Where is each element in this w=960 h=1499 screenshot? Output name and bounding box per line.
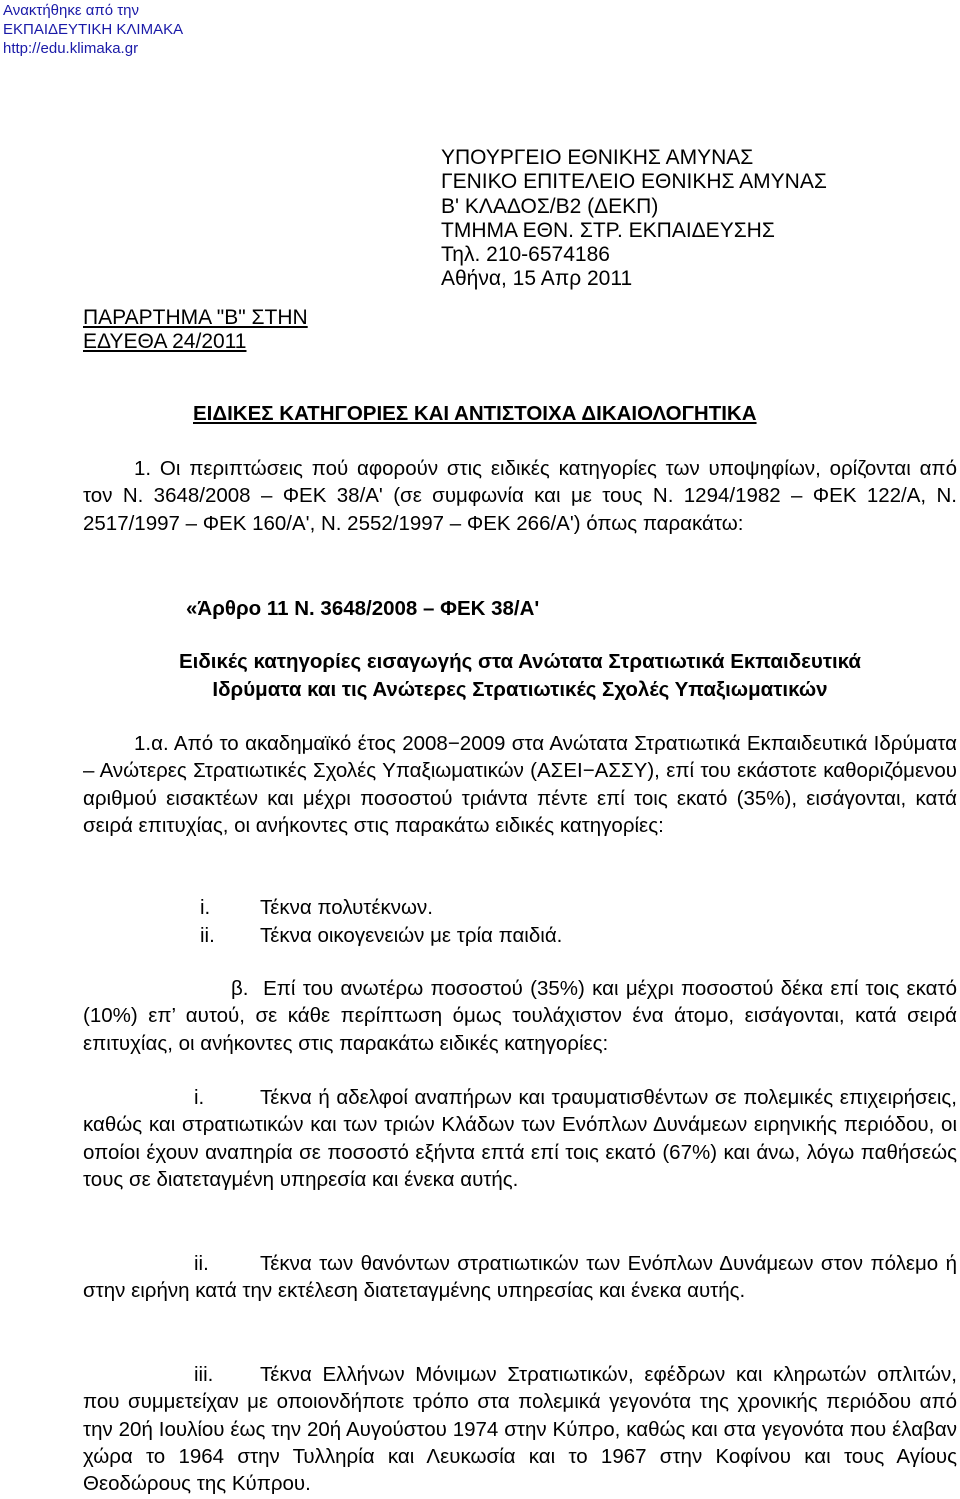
item-1-paragraph: [83, 455, 957, 537]
item-1-text: Οι περιπτώσεις πού αφορούν στις ειδικές κατηγορίες των υποψηφίων, ορίζονται από τον Ν. 3648/2008 – ΦΕΚ 38/Α' (σε συμφωνία και με τους Ν. 1294/1982 – ΦΕΚ 122/Α, Ν. 2517/1997 – ΦΕΚ 160/Α', Ν. 2552/1997 – ΦΕΚ 266/Α') όπως παρακάτω:: [83, 457, 957, 535]
issuer-date: Αθήνα, 15 Απρ 2011: [441, 267, 633, 291]
paragraph-b-label: β.: [231, 977, 249, 1000]
list-item-text: Τέκνα ή αδελφοί αναπήρων και τραυματισθέντων σε πολεμικές επιχειρήσεις, καθώς και στρατιωτικών και των τριών Κλάδων των Ενόπλων Δυνάμεων ειρηνικής περιόδου, οι οποίοι έχουν αναπηρία σε ποσοστό εξήντα επτά επί τοις εκατό (67%) και άνω, λόγω παθήσεώς τους σε διατεταγμένη υπηρεσία και ένεκα αυτής.: [83, 1086, 957, 1191]
article-heading: «Άρθρο 11 Ν. 3648/2008 – ΦΕΚ 38/Α': [186, 597, 540, 620]
list-item-number: i.: [200, 896, 211, 919]
article-subtitle: [83, 648, 957, 704]
source-line-2: ΕΚΠΑΙΔΕΥΤΙΚΗ ΚΛΙΜΑΚΑ: [3, 21, 184, 38]
source-note: [3, 1, 183, 58]
list-item-number: iii.: [194, 1363, 214, 1386]
paragraph-b: [83, 975, 957, 1057]
list-item-text: Τέκνα των θανόντων στρατιωτικών των Ενόπλων Δυνάμεων στον πόλεμο ή στην ειρήνη κατά την εκτέλεση διατεταγμένης υπηρεσίας και ένεκα αυτής.: [83, 1252, 957, 1303]
issuer-phone: Τηλ. 210-6574186: [441, 243, 610, 267]
annex-line-2: ΕΔΥΕΘΑ 24/2011: [83, 330, 247, 353]
list-item: [200, 924, 562, 948]
issuer-line: ΓΕΝΙΚΟ ΕΠΙΤΕΛΕΙΟ ΕΘΝΙΚΗΣ ΑΜΥΝΑΣ: [441, 170, 827, 194]
list-item-number: i.: [194, 1086, 205, 1109]
annex-reference: [83, 306, 308, 354]
annex-line-1: ΠΑΡΑΡΤΗΜΑ "Β" ΣΤΗΝ: [83, 306, 308, 329]
issuer-line: ΤΜΗΜΑ ΕΘΝ. ΣΤΡ. ΕΚΠΑΙΔΕΥΣΗΣ: [441, 218, 775, 242]
issuer-line: ΥΠΟΥΡΓΕΙΟ ΕΘΝΙΚΗΣ ΑΜΥΝΑΣ: [441, 146, 754, 169]
paragraph-1a: [83, 730, 957, 839]
list-item: [200, 896, 433, 920]
article-subtitle-line-1: Ειδικές κατηγορίες εισαγωγής στα Ανώτατα Στρατιωτικά Εκπαιδευτικά: [178, 650, 862, 673]
paragraph-1a-text: Από το ακαδημαϊκό έτος 2008−2009 στα Ανώτατα Στρατιωτικά Εκπαιδευτικά Ιδρύματα – Ανώτερες Στρατιωτικές Σχολές Υπαξιωματικών (ΑΣΕΙ−ΑΣΣΥ), επί του εκάστοτε καθοριζόμενου αριθμού εισακτέων και μέχρι ποσοστού τριάντα πέντε επί τοις εκατό (35%), εισάγονται, κατά σειρά επιτυχίας, οι ανήκοντες στις παρακάτω ειδικές κατηγορίες:: [83, 732, 957, 837]
list-item: [83, 1361, 957, 1497]
list-item-text: Τέκνα οικογενειών με τρία παιδιά.: [260, 924, 563, 947]
list-item: [83, 1084, 957, 1193]
paragraph-b-text: Επί του ανωτέρω ποσοστού (35%) και μέχρι ποσοστού δέκα επί τοις εκατό (10%) επ’ αυτού, σε κάθε περίπτωση όμως τουλάχιστον ένα άτομο, εισάγονται, κατά σειρά επιτυχίας, οι ανήκοντες στις παρακάτω ειδικές κατηγορίες:: [83, 977, 957, 1055]
issuer-line: Β' ΚΛΑΔΟΣ/Β2 (ΔΕΚΠ): [441, 194, 659, 218]
list-item-number: ii.: [194, 1252, 209, 1275]
list-item-text: Τέκνα πολυτέκνων.: [260, 896, 433, 919]
list-item-text: Τέκνα Ελλήνων Μόνιμων Στρατιωτικών, εφέδρων και κληρωτών οπλιτών, που συμμετείχαν με οποιονδήποτε τρόπο στα πολεμικά γεγονότα της χρονικής περιόδου από την 20ή Ιουλίου έως την 20ή Αυγούστου 1974 στην Κύπρο, καθώς και στα γεγονότα που έλαβαν χώρα το 1964 στην Τυλληρία και Λευκωσία και το 1967 στην Κοφίνου και τους Αγίους Θεοδώρους της Κύπρου.: [83, 1363, 957, 1496]
issuer-header: [441, 146, 827, 292]
item-1-number: 1.: [134, 457, 152, 480]
list-item: [83, 1250, 957, 1305]
source-line-1: Ανακτήθηκε από την: [3, 2, 140, 19]
paragraph-1a-label: 1.α.: [134, 732, 169, 755]
article-subtitle-line-2: Ιδρύματα και τις Ανώτερες Στρατιωτικές Σχολές Υπαξιωματικών: [212, 678, 828, 701]
document-title: ΕΙΔΙΚΕΣ ΚΑΤΗΓΟΡΙΕΣ ΚΑΙ ΑΝΤΙΣΤΟΙΧΑ ΔΙΚΑΙΟΛΟΓΗΤΙΚΑ: [193, 402, 757, 425]
source-link[interactable]: http://edu.klimaka.gr: [3, 40, 139, 57]
list-item-number: ii.: [200, 924, 215, 947]
